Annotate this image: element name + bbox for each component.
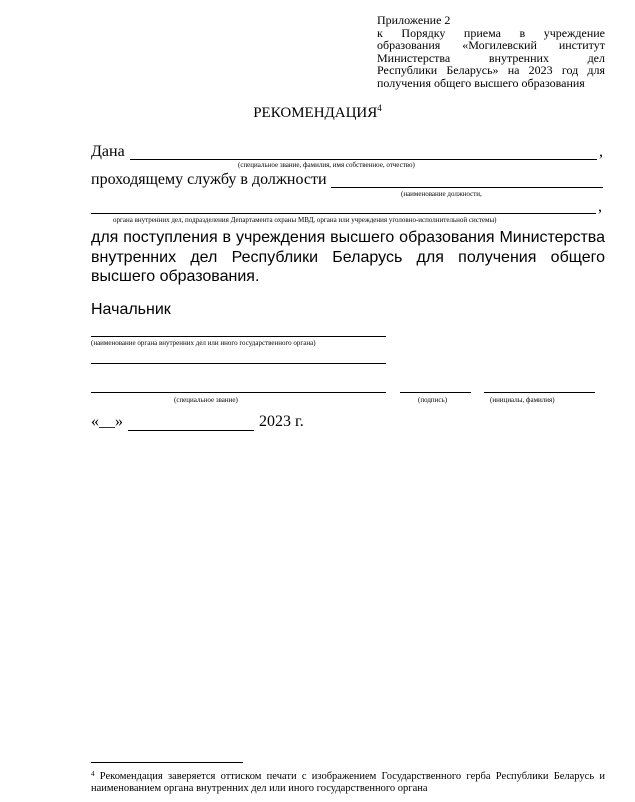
document-title bbox=[0, 103, 635, 122]
issued-to-line[interactable] bbox=[130, 159, 597, 160]
title-text: РЕКОМЕНДАЦИЯ bbox=[253, 105, 378, 121]
position-line[interactable] bbox=[331, 187, 603, 188]
initials-hint: (инициалы, фамилия) bbox=[490, 396, 555, 404]
chief-org-hint: (наименование органа внутренних дел или иного государственного органа) bbox=[91, 339, 316, 347]
comma: , bbox=[599, 143, 603, 160]
rank-hint: (специальное звание) bbox=[174, 396, 238, 404]
footnote-separator bbox=[91, 762, 243, 763]
appendix-line: Министерства внутренних дел bbox=[377, 50, 605, 65]
footnote-mark: 4 bbox=[91, 770, 95, 778]
organization-line[interactable] bbox=[91, 213, 596, 214]
initials-line[interactable] bbox=[484, 392, 595, 393]
organization-hint: органа внутренних дел, подразделения Департамента охраны МВД, органа или учреждения уголовно-исполнительной системы) bbox=[113, 216, 497, 224]
appendix-line: Республики Беларусь» на 2023 год для bbox=[377, 63, 605, 77]
signature-line[interactable] bbox=[400, 392, 471, 393]
appendix-line: получения общего высшего образования bbox=[377, 75, 585, 90]
chief-org-line[interactable] bbox=[91, 336, 386, 337]
position-hint: (наименование должности, bbox=[401, 190, 482, 198]
appendix-line: образования «Могилевский институт bbox=[377, 38, 605, 52]
issued-label: Дана bbox=[91, 143, 125, 160]
chief-org-line-2[interactable] bbox=[91, 363, 386, 364]
footnote-text: Рекомендация заверяется оттиском печати с изображением Государственного герба Республики Беларусь и наименованием органа внутренних дел или иного государственного органа bbox=[91, 771, 605, 794]
appendix-line: Приложение 2 bbox=[377, 13, 451, 27]
signature-hint: (подпись) bbox=[418, 396, 448, 404]
footnote bbox=[91, 768, 605, 795]
purpose-text: для поступления в учреждения высшего образования Министерства внутренних дел Республики Беларусь для получения общего высшего образования. bbox=[91, 229, 605, 285]
title-footnote-mark: 4 bbox=[377, 103, 382, 113]
date-month-line[interactable] bbox=[128, 430, 254, 431]
rank-line[interactable] bbox=[91, 392, 386, 393]
issued-hint: (специальное звание, фамилия, имя собственное, отчество) bbox=[238, 161, 415, 169]
position-label: проходящему службу в должности bbox=[91, 171, 327, 188]
appendix-line: к Порядку приема в учреждение bbox=[377, 25, 605, 40]
chief-label: Начальник bbox=[91, 301, 171, 318]
appendix-header bbox=[377, 14, 605, 89]
date-day: «__» bbox=[91, 413, 123, 430]
comma: , bbox=[598, 198, 602, 215]
date-year: 2023 г. bbox=[259, 413, 304, 430]
